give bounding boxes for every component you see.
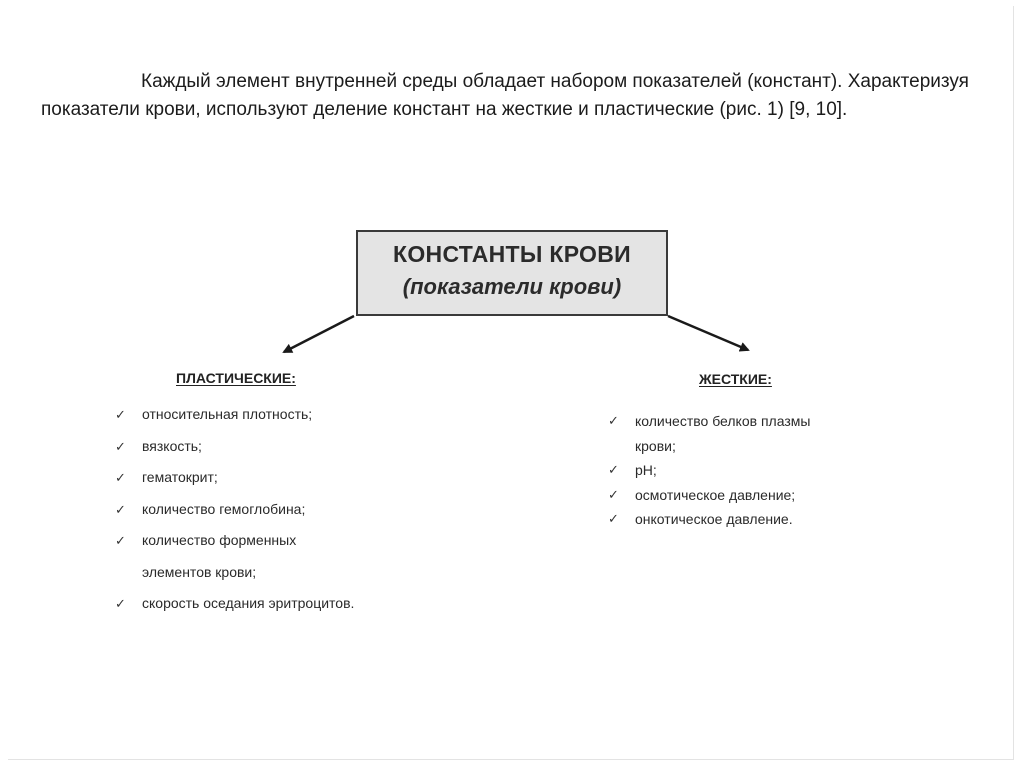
rigid-list [608, 409, 868, 532]
check-icon: ✓ [115, 438, 126, 454]
arrow-to-plastic [284, 316, 354, 352]
list-item: ✓ скорость оседания эритроцитов. [115, 588, 435, 620]
check-icon: ✓ [608, 462, 619, 477]
list-item: ✓ осмотическое давление; [608, 483, 868, 508]
check-icon: ✓ [115, 533, 126, 548]
plastic-heading: ПЛАСТИЧЕСКИЕ: [176, 370, 296, 386]
rigid-heading: ЖЕСТКИЕ: [699, 371, 772, 387]
list-item: ✓ онкотическое давление. [608, 507, 868, 532]
list-item: ✓ количество форменных элементов крови; [115, 525, 342, 588]
check-icon: ✓ [115, 501, 126, 517]
check-icon: ✓ [608, 486, 619, 502]
plastic-list [115, 399, 435, 620]
check-icon: ✓ [115, 596, 126, 611]
list-item: ✓ вязкость; [115, 431, 435, 463]
list-item: ✓ количество гемоглобина; [115, 494, 435, 526]
diagram-title: КОНСТАНТЫ КРОВИ [393, 241, 631, 267]
list-item: ✓ гематокрит; [115, 462, 435, 494]
list-item: ✓ количество белков плазмы крови; [608, 409, 850, 458]
diagram-subtitle: (показатели крови) [402, 274, 622, 299]
intro-text: Каждый элемент внутренней среды обладает набором показателей (констант). Характеризуя показатели крови, используют деление констант на жесткие и пластические (рис. 1) [9, 10]. [41, 71, 969, 120]
arrow-to-rigid [668, 316, 748, 350]
check-icon: ✓ [115, 470, 126, 485]
list-item: ✓ относительная плотность; [115, 399, 435, 431]
check-icon: ✓ [608, 413, 619, 428]
list-item: ✓ pH; [608, 458, 868, 483]
check-icon: ✓ [115, 407, 126, 422]
check-icon: ✓ [608, 511, 619, 526]
